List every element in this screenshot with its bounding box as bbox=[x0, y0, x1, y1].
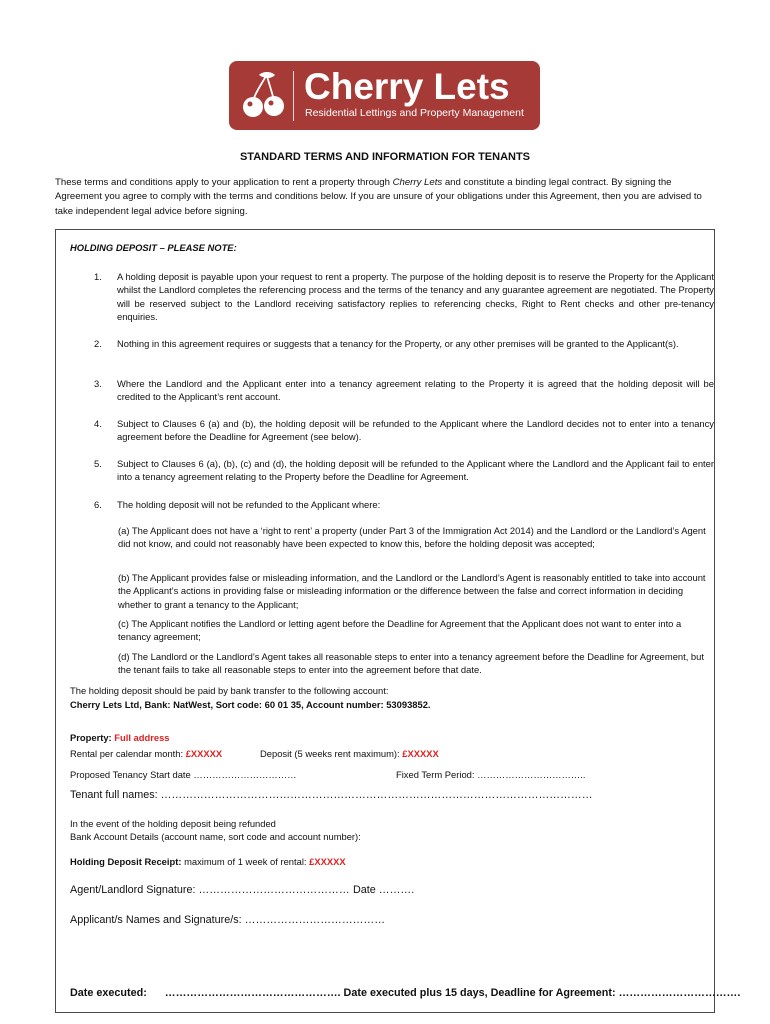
clause-3: 3. Where the Landlord and the Applicant enter into a tenancy agreement relating to the Property it is agreed that the holding deposit will be credited to the Applicant’s rent account. bbox=[94, 378, 714, 403]
refund-note: In the event of the holding deposit being refunded bbox=[70, 818, 276, 829]
property-line: Property: Full address bbox=[70, 732, 170, 743]
tenancy-start-date: Proposed Tenancy Start date …………………………… bbox=[70, 769, 297, 780]
payment-note: The holding deposit should be paid by bank transfer to the following account: bbox=[70, 685, 389, 696]
clause-4: 4. Subject to Clauses 6 (a) and (b), the holding deposit will be refunded to the Applicant where the Landlord decides not to enter into a tenancy agreement before the Deadline for Agreement (see below). bbox=[94, 418, 714, 443]
clause-6: 6. The holding deposit will not be refunded to the Applicant where: bbox=[94, 499, 381, 510]
subclause-b: (b) The Applicant provides false or misleading information, and the Landlord or the Landlord’s Agent is reasonably entitled to take into account the Applicant’s actions in providing false or misleading information or the difference between the false and correct information in deciding whether to grant a tenancy to the Applicant; bbox=[118, 572, 706, 610]
cherry-icon bbox=[241, 69, 287, 121]
agent-signature: Agent/Landlord Signature: …………………………………… bbox=[70, 884, 350, 896]
document-title: STANDARD TERMS AND INFORMATION FOR TENANTS bbox=[239, 151, 531, 163]
fixed-term-period: Fixed Term Period: …………………………….. bbox=[396, 769, 586, 780]
bank-details: Cherry Lets Ltd, Bank: NatWest, Sort code: 60 01 35, Account number: 53093852. bbox=[70, 699, 431, 710]
property-value: Full address bbox=[114, 732, 170, 743]
subclause-d: (d) The Landlord or the Landlord’s Agent takes all reasonable steps to enter into a tenancy agreement before the Deadline for Agreement, but the tenant fails to take all reasonable steps to enter into the agreement before that date. bbox=[118, 651, 704, 676]
intro-paragraph: These terms and conditions apply to your application to rent a property through Cherry Lets and constitute a binding legal contract. By signing the Agreement you agree to comply with the terms and conditions below. If you are unsure of your obligations under this Agreement, then you are advised to take independent legal advice before signing. bbox=[55, 177, 702, 217]
holding-deposit-receipt: Holding Deposit Receipt: maximum of 1 week of rental: £XXXXX bbox=[70, 856, 346, 867]
logo-tagline: Residential Lettings and Property Management bbox=[305, 107, 524, 119]
subclause-c: (c) The Applicant notifies the Landlord or letting agent before the Deadline for Agreement that the Applicant does not want to enter into a tenancy agreement; bbox=[118, 618, 682, 643]
bank-account-details: Bank Account Details (account name, sort code and account number): bbox=[70, 831, 361, 842]
deposit-value: £XXXXX bbox=[402, 748, 439, 759]
rental-value: £XXXXX bbox=[185, 748, 223, 759]
applicant-signature: Applicant/s Names and Signature/s: ………………………………… bbox=[70, 914, 386, 926]
logo-name: Cherry Lets bbox=[304, 66, 510, 107]
clause-2: 2. Nothing in this agreement requires or suggests that a tenancy for the Property, or any other premises will be granted to the Applicant(s). bbox=[94, 338, 679, 349]
rental-line: Rental per calendar month: £XXXXX bbox=[70, 748, 223, 759]
company-logo bbox=[229, 61, 540, 130]
clause-5: 5. Subject to Clauses 6 (a), (b), (c) and (d), the holding deposit will be refunded to the Applicant where the Landlord and the Applicant fail to enter into a tenancy agreement relating to the Property before the Deadline for Agreement. bbox=[94, 458, 714, 483]
company-name-italic: Cherry Lets bbox=[392, 177, 443, 188]
deposit-line: Deposit (5 weeks rent maximum): £XXXXX bbox=[260, 748, 439, 759]
box-heading: HOLDING DEPOSIT – PLEASE NOTE: bbox=[70, 242, 237, 253]
subclause-a: (a) The Applicant does not have a ‘right to rent’ a property (under Part 3 of the Immigration Act 2014) and the Landlord or the Landlord’s Agent did not know, and could not reasonably have been expected to know this, before the holding deposit was accepted; bbox=[118, 525, 706, 550]
receipt-value: £XXXXX bbox=[309, 856, 346, 867]
date-executed: Date executed: …………………………………………. Date executed plus 15 days, Deadline for Agreement: ……………………………. bbox=[70, 987, 741, 999]
tenant-full-names: Tenant full names: ………………………………………………………………………………………………………… bbox=[70, 789, 593, 801]
agent-signature-date: Date ………. bbox=[353, 884, 415, 896]
logo-divider bbox=[293, 71, 294, 121]
holding-deposit-box bbox=[55, 229, 741, 1013]
clause-1: 1. A holding deposit is payable upon your request to rent a property. The purpose of the holding deposit is to reserve the Property for the Applicant whilst the Landlord completes the referencing process and the terms of the tenancy and any guarantee agreement are negotiated. The Property will be reserved subject to the Landlord receiving satisfactory replies to referencing checks, Right to Rent checks and other pre-tenancy enquiries. bbox=[94, 271, 714, 322]
